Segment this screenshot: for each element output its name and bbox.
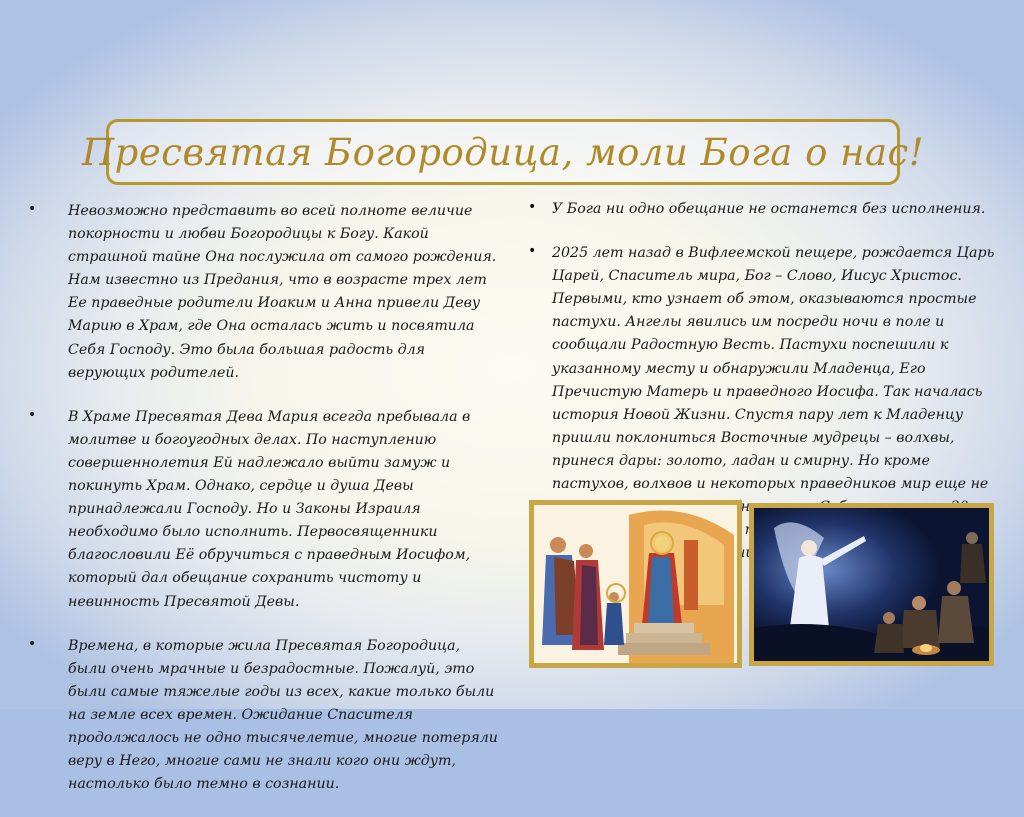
bullet-icon: • — [528, 199, 537, 215]
presentation-of-virgin-icon — [534, 505, 737, 663]
icon-presentation-image — [529, 500, 742, 668]
left-column — [28, 200, 498, 817]
paragraph-text: Времена, в которые жила Пресвятая Богородица, были очень мрачные и безрадостные. Пожалуй, это были самые тяжелые годы из всех, какие только были на земле всех времен. Ожидание Спасителя продолжалось не одно тысячелетие, многие потеряли веру в Него, многие сами не знали кого они ждут, настолько было темно в сознании. — [68, 637, 498, 793]
bullet-icon: • — [28, 635, 37, 652]
angel-shepherds-icon — [754, 508, 989, 661]
paragraph-text: В Храме Пресвятая Дева Мария всегда пребывала в молитве и богоугодных делах. По наступлению совершеннолетия Ей надлежало выйти замуж и покинуть Храм. Однако, сердце и душа Девы принадлежали Господу. Но и Законы Израиля необходимо было исполнить. Первосвященники благословили Её обручиться с праведным Иосифом, который дал обещание сохранить чистоту и невинность Пресвятой Девы. — [68, 408, 471, 610]
paragraph-text: 2025 лет назад в Вифлеемской пещере, рождается Царь Царей, Спаситель мира, Бог – Слово, Иисус Христос. Первыми, кто узнает об этом, оказываются простые пастухи. Ангелы явились им посреди ночи в поле и сообщали Радостную Весть. Пастухи поспешили к указанному месту и обнаружили Младенца, Его Пречистую Матерь и праведного Иосифа. Так началась история Новой Жизни. Спустя пару лет к Младенцу пришли поклониться Восточные мудрецы – волхвы, принеся дары: золото, ладан и смирну. Но кроме пастухов, волхвов и некоторых праведников мир еще не — [552, 245, 995, 493]
paragraph-text: У Бога ни одно обещание не останется без исполнения. — [552, 201, 986, 217]
list-item — [28, 635, 498, 797]
bullet-icon: • — [28, 406, 37, 423]
bullet-icon: • — [28, 201, 37, 217]
bullet-icon: • — [528, 243, 537, 260]
title-frame — [81, 119, 925, 185]
icon-angel-shepherds-image — [749, 503, 994, 666]
list-item — [28, 406, 498, 614]
page-title: Пресвятая Богородица, моли Бога о нас! — [81, 130, 925, 174]
list-item — [28, 200, 498, 385]
paragraph-text: Невозможно представить во всей полноте величие покорности и любви Богородицы к Богу. Какой страшной тайне Она послужила от самого рождения. Нам известно из Предания, что в возрасте трех лет Ее праведные родители Иоаким и Анна привели Деву Марию в Храм, где Она осталась жить и посвятила Себя Господу. Это была большая радость для верующих родителей. — [68, 203, 497, 381]
list-item — [528, 198, 998, 221]
